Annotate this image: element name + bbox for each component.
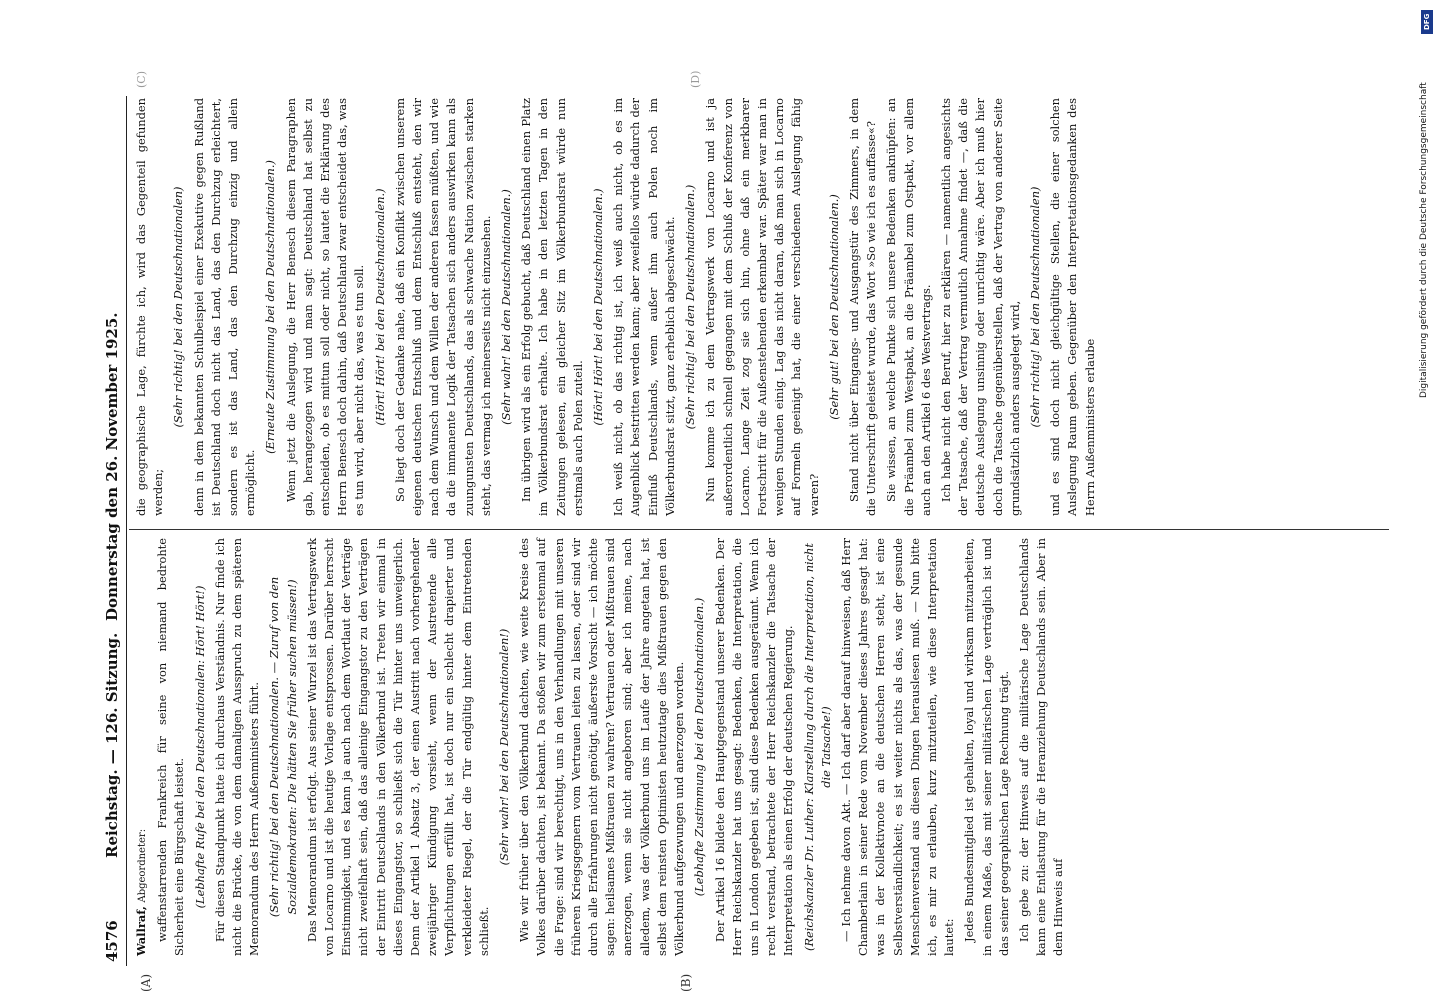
interjection: (Lebhafte Zustimmung bei den Deutschnationalen.) [692,597,707,897]
paragraph: Das Memorandum ist erfolgt. Aus seiner Wurzel ist das Vertragswerk von Locarno und ist die heutige Vorlage entsprossen. Darüber herrscht Einstimmigkeit, und es kann ja auch nach dem Wortlaut der Verträge nicht zweifelhaft sein, daß das alleinige Eingangstor zu den Verträgen der Eintritt Deutschlands in den Völkerbund ist. Treten wir einmal in dieses Eingangstor, so schließt sich die Tür hinter uns unweigerlich. Denn der Artikel 1 Absatz 3, der einen Austritt nach vorhergehender zweijähriger Kündigung vorsieht, wenn der Austretende alle Verpflichtungen erfüllt hat, ist doch nur ein schlecht drapierter und verkleideter Riegel, der die Tür endgültig hinter dem Eintretenden schließt. [304,538,491,956]
margin-marker-c: (C) [135,71,148,88]
session-title: Reichstag. — 126. Sitzung. [103,632,121,858]
column-divider [129,529,1389,530]
session-date: Donnerstag den 26. November 1925. [103,312,121,621]
margin-marker-b: (B) [679,973,693,992]
speaker-role: Abgeordneter: [137,828,148,903]
paragraph: Der Artikel 16 bildete den Hauptgegenstand unserer Bedenken. Der Herr Reichskanzler hat uns gesagt: Bedenken, die Interpretation, die uns in London gegeben ist, sind diese Bedenken ausgeräumt. Wenn ich recht verstand, betrachtete der Herr Reichskanzler die Tatsache der Interpretation als einen Erfolg der deutschen Regierung. [712,538,796,956]
interjection: (Sehr gut! bei den Deutschnationalen.) [826,194,841,420]
interjection: (Hört! Hört! bei den Deutschnationalen.) [591,188,606,426]
paragraph: und es sind doch nicht gleichgültige Stellen, die einer solchen Auslegung Raum geben. Gegenüber den Interpretationsgedanken des Herrn Außenministers erlaube [1048,98,1097,516]
dfg-logo-text: DFG [1423,13,1431,31]
paragraph: waffenstarrenden Frankreich für seine von niemand bedrohte Sicherheit eine Bürgschaft leistet. [155,538,187,956]
right-column [133,98,1102,516]
margin-marker-d: (D) [689,70,702,88]
paragraph: Nun komme ich zu dem Vertragswerk von Locarno und ist ja außerordentlich schnell gegangen mit dem Schluß der Konferenz von Locarno. Lange Zeit zog sie sich hin, ohne daß ein merkbarer Fortschritt für die Außenstehenden erkennbar war. Später war man in wenigen Stunden einig. Lag das nicht daran, daß man sich in Locarno auf Formeln geeinigt hat, die einer verschiedenen Auslegung fähig waren? [703,98,821,516]
header-rule [126,96,127,966]
rotated-newspaper-page [99,70,1404,992]
left-column [133,538,1071,956]
interjection: (Sehr wahr! bei den Deutschnationalen.) [499,189,514,425]
paragraph: Für diesen Standpunkt hatte ich durchaus Verständnis. Nur finde ich nicht die Brücke, die von dem damaligen Ausspruch zu dem späteren Memorandum des Herrn Außenministers führt. [212,538,262,956]
paragraph: Wenn jetzt die Auslegung, die Herr Benesch diesem Paragraphen gab, herangezogen wird und man sagt: Deutschland hat selbst zu entscheiden, ob es mittun soll oder nicht, so lautet die Erklärung des Herrn Benesch doch dahin, daß Deutschland zwar entscheidet das, was es tun wird, aber nicht das, was es tun soll. [283,98,367,516]
margin-marker-a: (A) [139,973,153,992]
interjection: (Sehr richtig! bei den Deutschnationalen) [1027,186,1042,428]
paragraph: denn in dem bekannten Schulbeispiel einer Exekutive gegen Rußland ist Deutschland doch nicht das Land, das den Durchzug erleichtert, sondern es ist das Land, das den Durchzug einzig und allein ermöglicht. [191,98,258,516]
paragraph: Im übrigen wird als ein Erfolg gebucht, daß Deutschland einen Platz im Völkerbundsrat erhalte. Ich habe in den letzten Tagen in den Zeitungen gelesen, ein gleicher Sitz im Völkerbundsrat würde nun erstmals auch Polen zuteil. [519,98,585,516]
page-number: 4576 [103,920,121,962]
interjection: (Sehr richtig! bei den Deutschnationalen.) [683,184,698,430]
paragraph: Ich habe nicht den Beruf, hier zu erklären — namentlich angesichts der Tatsache, daß der Vertrag vermutlich Annahme findet —, daß die deutsche Auslegung unsinnig oder unrichtig wäre. Aber ich muß hier doch die Tatsache gegenüberstellen, daß der Vertrag von anderer Seite grundsätzlich anders ausgelegt wird, [938,98,1022,516]
paragraph: Sie wissen, an welche Punkte sich unsere Bedenken anknüpfen: an die Präambel zum Westpakt, an die Präambel zum Ostpakt, vor allem auch an den Artikel 6 des Westvertrags. [884,98,933,516]
interjection: (Sehr wahr! bei den Deutschnationalen!) [497,628,512,866]
interjection: (Reichskanzler Dr. Luther: Klarstellung durch die Interpretation, nicht die Tatsache!) [801,543,833,951]
page-header [99,96,125,966]
interjection: (Sehr richtig! bei den Deutschnationalen) [171,186,186,428]
interjection: (Erneute Zustimmung bei den Deutschnationalen.) [263,160,278,454]
dfg-logo [1421,10,1433,34]
paragraph: die geographische Lage, fürchte ich, wird das Gegenteil gefunden werden; [134,98,166,516]
paragraph: — Ich nehme davon Akt. — Ich darf aber darauf hinweisen, daß Herr Chamberlain in seiner Rede vom November dieses Jahres gesagt hat: was in der Kollektivnote an die deutschen Herren steht, ist eine Selbstverständlichkeit; es ist weiter nichts als das, was der gesunde Menschenverstand aus diesen Dingen herauslesen muß. — Nun bitte ich, es mir zu erlauben, kurz mitzuteilen, wie diese Interpretation lautet: [838,538,957,956]
interjection: (Sehr richtig! bei den Deutschnationalen. — Zuruf von den Sozialdemokraten: Die hätten Sie früher suchen müssen!) [267,576,299,918]
paragraph: Stand nicht über Eingangs- und Ausgangstür des Zimmers, in dem die Unterschrift geleistet wurde, das Wort »So wie ich es auffasse«? [846,98,879,516]
interjection: (Hört! Hört! bei den Deutschnationalen.) [372,188,387,426]
paragraph: Ich gebe zu: der Hinweis auf die militärische Lage Deutschlands kann eine Entlastung für die Heranziehung Deutschlands sein. Aber in dem Hinweis auf [1016,538,1066,956]
digitization-credit: Digitalisierung gefördert durch die Deutsche Forschungsgemeinschaft [1419,82,1429,398]
paragraph: So liegt doch der Gedanke nahe, daß ein Konflikt zwischen unserem eigenen deutschen Entschluß und dem Entschluß entsteht, den wir nach dem Wunsch und dem Willen der anderen fassen müßten, und wie da die immanente Logik der Tatsachen sich anders auswirken kann als zuungunsten Deutschlands, das als schwache Nation zwischen starken steht, das vermag ich meinerseits nicht einzusehen. [392,98,493,516]
paragraph: Ich weiß nicht, ob das richtig ist, ich weiß auch nicht, ob es im Augenblick bestritten werden kann; aber zweifellos würde dadurch der Einfluß Deutschlands, wenn außer ihm auch Polen noch im Völkerbundsrat sitzt, ganz erheblich abgeschwächt. [611,98,677,516]
speaker-line [133,538,151,956]
paragraph: Wie wir früher über den Völkerbund dachten, wie weite Kreise des Volkes darüber dachten, ist bekannt. Da stoßen wir zum erstenmal auf die Frage: sind wir berechtigt, uns in den Verhandlungen mit unseren früheren Kriegsgegnern vom Vertrauen leiten zu lassen, oder sind wir durch alle Erfahrungen nicht genötigt, äußerste Vorsicht — ich möchte sagen: heilsames Mißtrauen zu wahren? Vertrauen oder Mißtrauen sind anerzogen, wenn sie nicht angeboren sind; aber ich meine, nach alledem, was der Völkerbund uns im Laufe der Jahre angetan hat, ist selbst dem reinsten Optimisten heutzutage dies Mißtrauen gegen den Völkerbund aufgezwungen und anerzogen worden. [517,538,687,956]
paragraph: Jedes Bundesmitglied ist gehalten, loyal und wirksam mitzuarbeiten, in einem Maße, das mit seiner militärischen Lage verträglich ist und das seiner geographischen Lage Rechnung trägt. [962,538,1011,956]
speaker-name: Wallraf, [134,906,148,956]
interjection: (Lebhafte Rufe bei den Deutschnationalen: Hört! Hört!) [192,585,207,909]
